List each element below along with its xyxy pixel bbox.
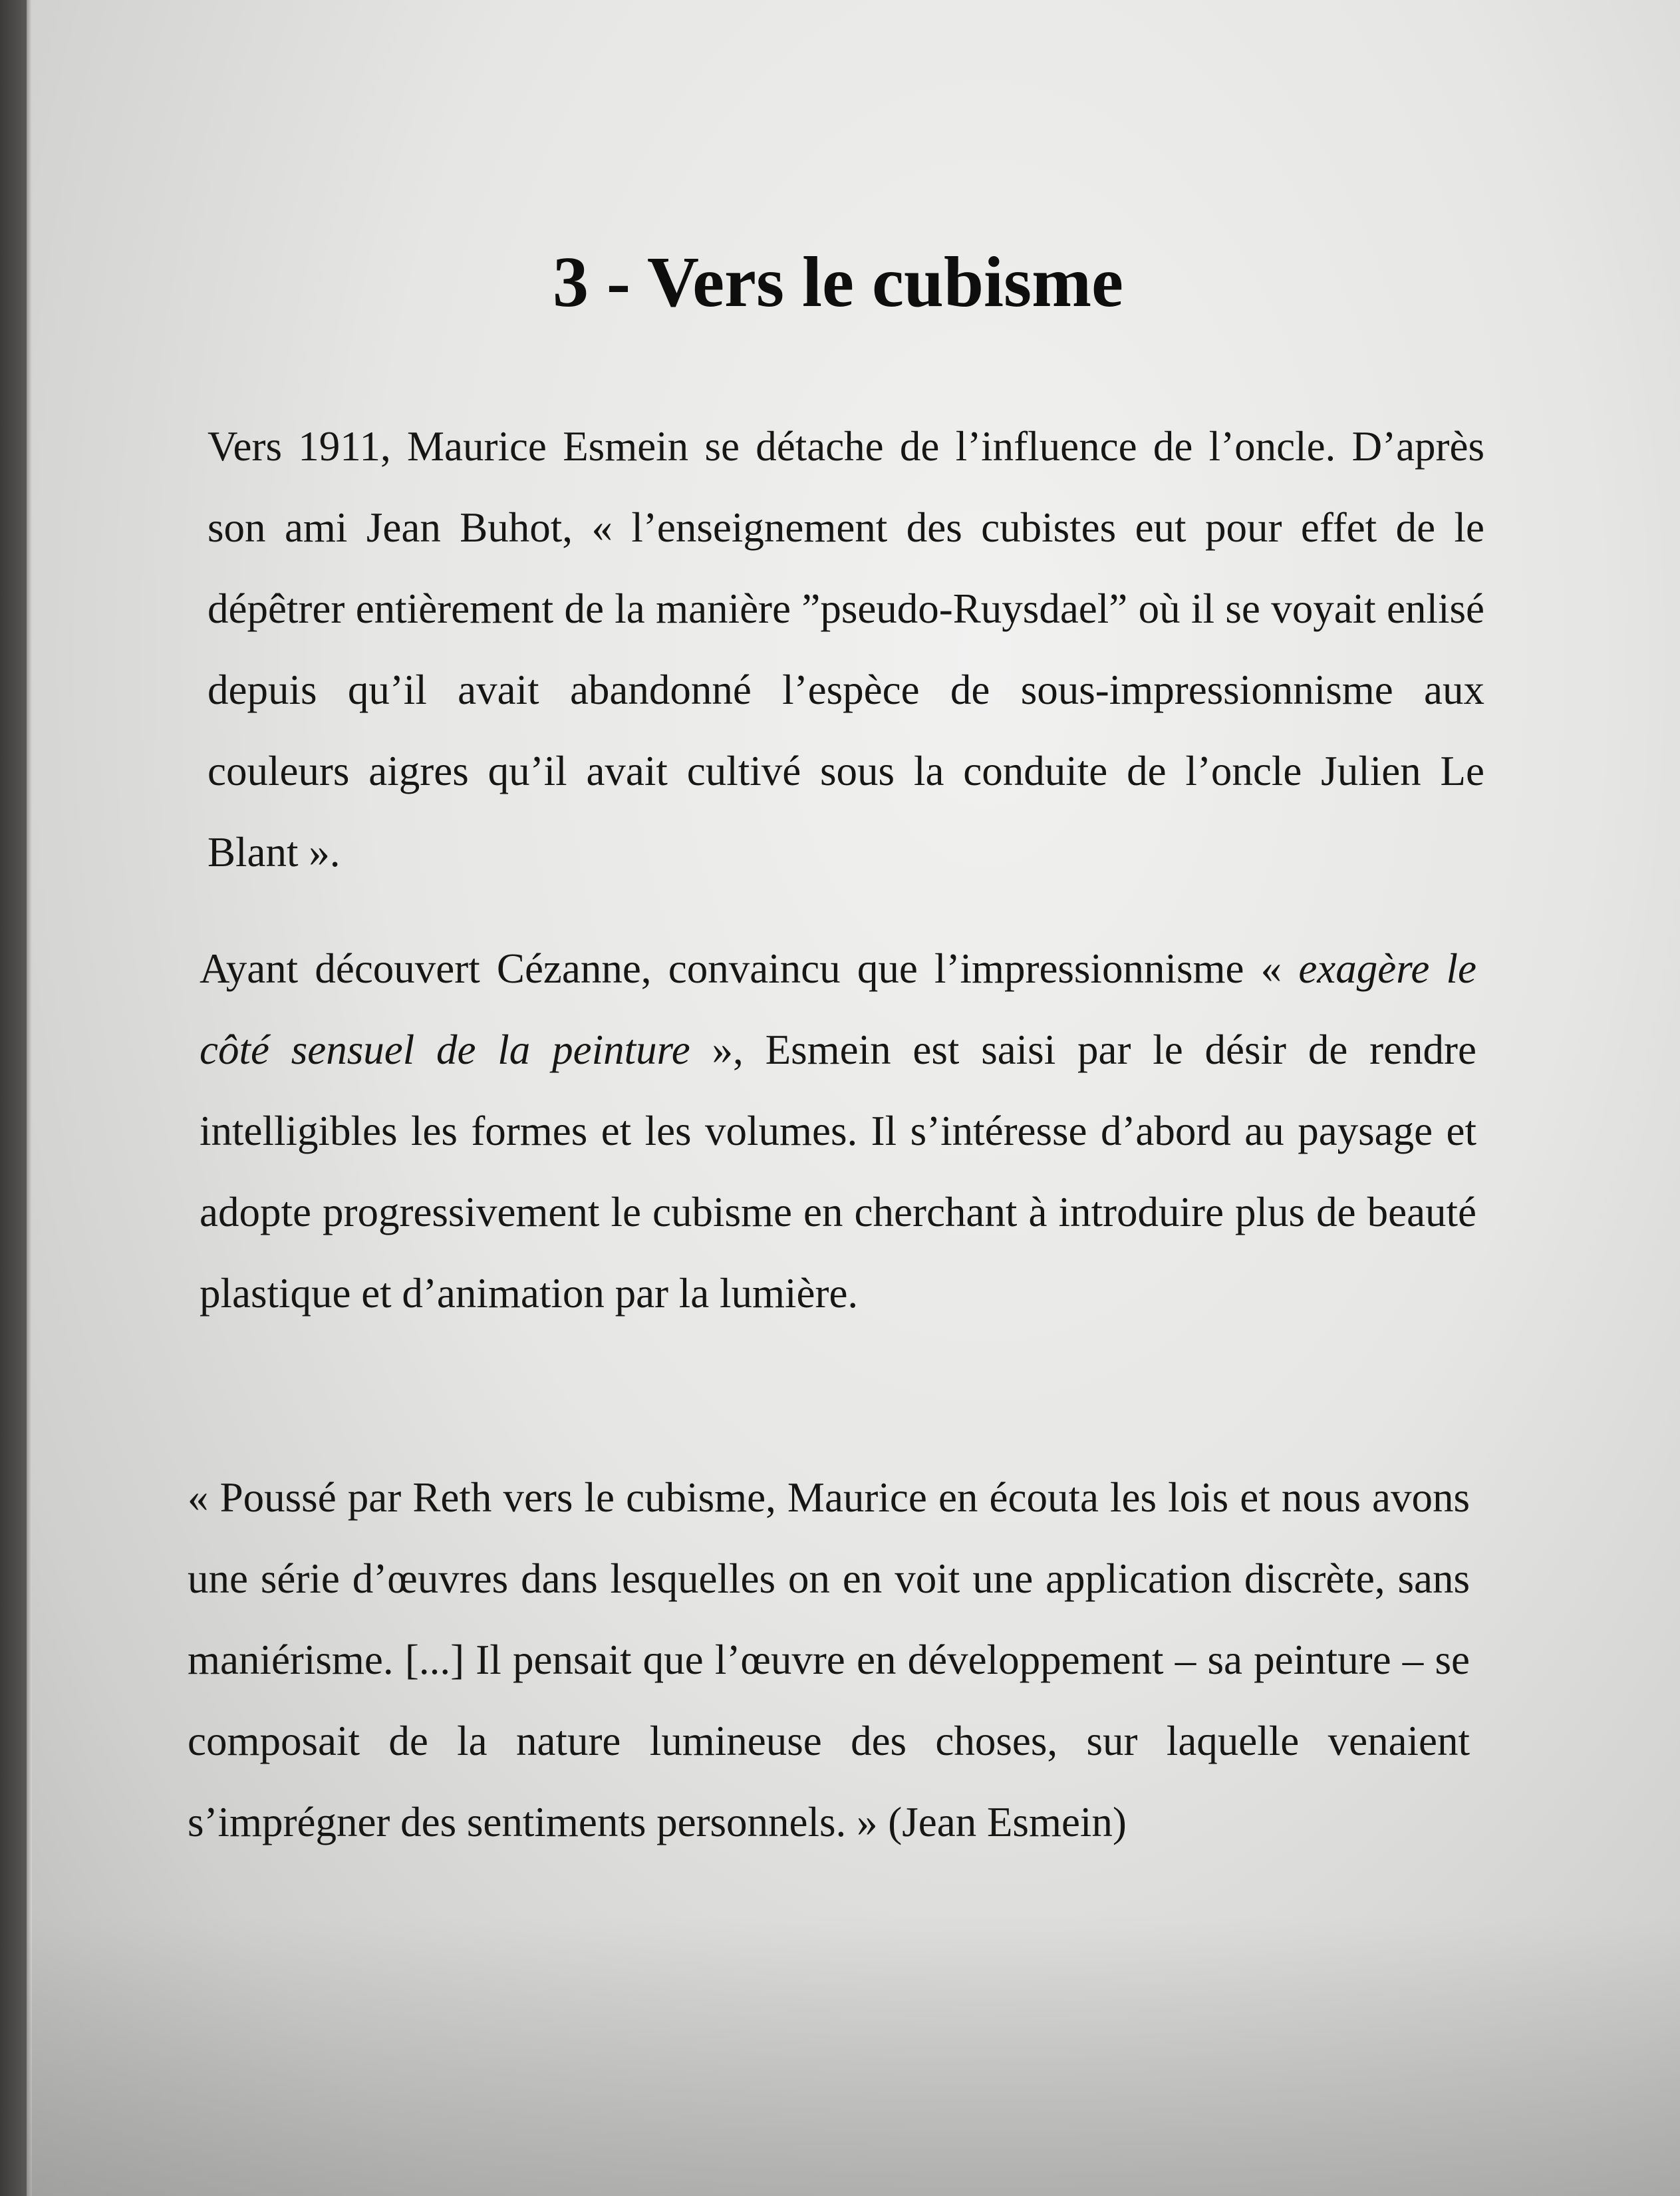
paragraph-2 <box>200 928 1476 1334</box>
paragraph-2-rest: », Esmein est saisi par le désir de rendre intelligibles les formes et les volumes. Il s’intéresse d’abord au paysage et adopte progressivement le cubisme en cherchant à introduire plus de beauté plastique et d’animation par la lumière. <box>200 1026 1477 1317</box>
panel-edge <box>27 0 32 2196</box>
panel-bottom-shade <box>27 1917 1680 2196</box>
paragraph-1: Vers 1911, Maurice Esmein se détache de l’influence de l’oncle. D’après son ami Jean Buhot, « l’enseignement des cubistes eut pour effet de le dépêtrer entièrement de la manière ”pseudo-Ruysdael” où il se voyait enlisé depuis qu’il avait abandonné l’espèce de sous-impressionnisme aux couleurs aigres qu’il avait cultivé sous la conduite de l’oncle Julien Le Blant ». <box>208 423 1484 875</box>
paragraph-3-quote: « Poussé par Reth vers le cubisme, Maurice en écouta les lois et nous avons une série d’œuvres dans lesquelles on en voit une application discrète, sans maniérisme. [...] Il pensait que l’œuvre en développement – sa peinture – se composait de la nature lumineuse des choses, sur laquelle venaient s’imprégner des sentiments personnels. » (Jean Esmein) <box>188 1474 1470 1845</box>
paragraph-2-quote: exagère le côté sensuel de la peinture <box>200 945 1476 1073</box>
panel-title: 3 - Vers le cubisme <box>553 243 1123 322</box>
paragraph-2-lead: Ayant découvert Cézanne, convaincu que l’impressionnisme « <box>200 945 1299 992</box>
